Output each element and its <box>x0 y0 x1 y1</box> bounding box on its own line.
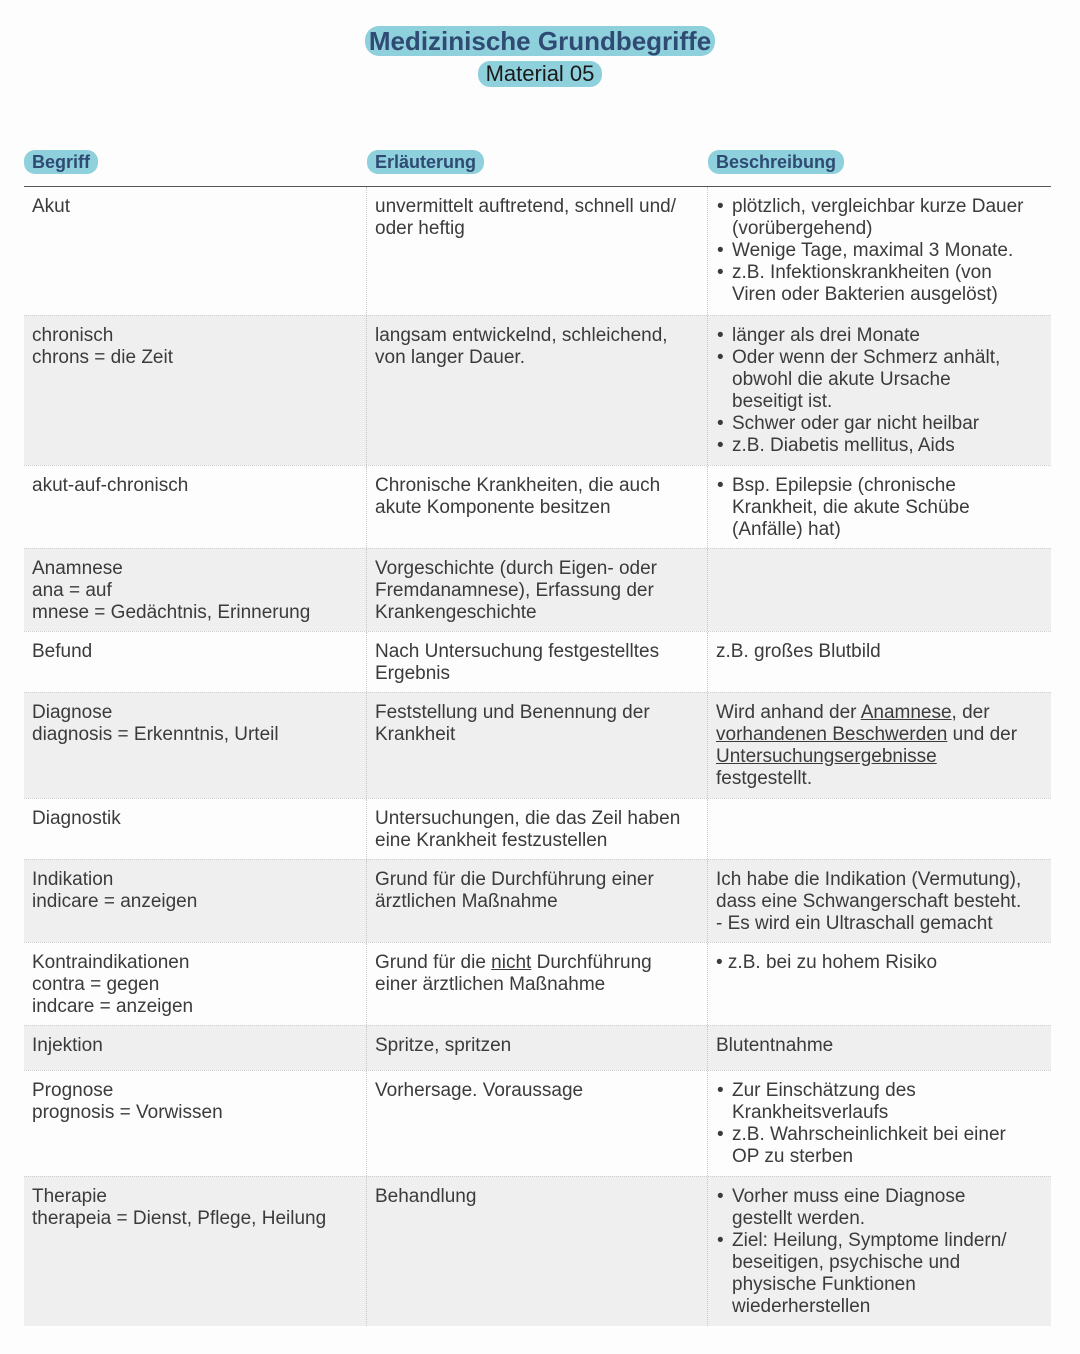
text-fragment: Wird anhand der <box>716 702 861 723</box>
table-row <box>24 798 1051 859</box>
list-item <box>716 1186 1043 1230</box>
table-row <box>24 465 1051 548</box>
table-row <box>24 187 1051 315</box>
text-line <box>716 746 1043 768</box>
bullet-list <box>716 475 1043 541</box>
table-row <box>24 942 1051 1025</box>
table-header <box>24 146 1051 187</box>
text-line: (vorübergehend) <box>732 218 873 239</box>
cell-beschreibung <box>708 693 1051 798</box>
text-line: • z.B. bei zu hohem Risiko <box>716 952 938 973</box>
cell-begriff <box>24 799 367 859</box>
text-line: Diagnostik <box>32 808 121 829</box>
text-line: • plötzlich, vergleichbar kurze Dauer <box>732 196 1024 217</box>
text-line: akut-auf-chronisch <box>32 475 189 496</box>
bullet-list <box>716 325 1043 457</box>
bullet-list <box>716 1186 1043 1318</box>
text-line: (Anfälle) hat) <box>732 519 841 540</box>
list-item <box>716 475 1043 541</box>
table-row <box>24 548 1051 631</box>
text-line: Untersuchungen, die das Zeil haben <box>375 808 681 829</box>
text-line: Chronische Krankheiten, die auch <box>375 475 661 496</box>
text-line: einer ärztlichen Maßnahme <box>375 974 606 995</box>
text-line: • Ziel: Heilung, Symptome lindern/ <box>732 1230 1007 1251</box>
cell-beschreibung <box>708 1177 1051 1326</box>
cell-begriff <box>24 549 367 631</box>
text-line: Prognose <box>32 1080 114 1101</box>
cell-begriff <box>24 860 367 942</box>
text-line: Vorhersage. Voraussage <box>375 1080 584 1101</box>
underlined-term: nicht <box>491 952 532 973</box>
cell-beschreibung <box>708 316 1051 465</box>
cell-erlaeuterung <box>367 316 708 465</box>
text-line: prognosis = Vorwissen <box>32 1102 223 1123</box>
text-line: • länger als drei Monate <box>732 325 920 346</box>
table-row <box>24 315 1051 465</box>
text-line: gestellt werden. <box>732 1208 866 1229</box>
list-item <box>716 435 1043 457</box>
table-row <box>24 859 1051 942</box>
cell-erlaeuterung <box>367 632 708 692</box>
text-line: contra = gegen <box>32 974 160 995</box>
list-item <box>716 413 1043 435</box>
list-item <box>716 1124 1043 1168</box>
text-line: • z.B. Infektionskrankheiten (von <box>732 262 992 283</box>
underlined-term: Anamnese <box>860 702 952 723</box>
cell-erlaeuterung <box>367 860 708 942</box>
table-row <box>24 692 1051 798</box>
text-line: Ergebnis <box>375 663 450 684</box>
underlined-term: vorhandenen Beschwerden <box>716 724 948 745</box>
text-line: Krankheit, die akute Schübe <box>732 497 970 518</box>
text-line: • z.B. Diabetis mellitus, Aids <box>732 435 955 456</box>
text-line: Fremdanamnese), Erfassung der <box>375 580 654 601</box>
text-line: mnese = Gedächtnis, Erinnerung <box>32 602 311 623</box>
cell-begriff <box>24 466 367 548</box>
text-line: dass eine Schwangerschaft besteht. <box>716 891 1022 912</box>
text-line: akute Komponente besitzen <box>375 497 611 518</box>
cell-beschreibung <box>708 1026 1051 1070</box>
text-line: oder heftig <box>375 218 465 239</box>
list-item <box>716 240 1043 262</box>
text-line: • Wenige Tage, maximal 3 Monate. <box>732 240 1014 261</box>
text-line: beseitigen, psychische und <box>732 1252 961 1273</box>
table-row <box>24 1176 1051 1326</box>
text-line: • z.B. Wahrscheinlichkeit bei einer <box>732 1124 1006 1145</box>
list-item <box>716 325 1043 347</box>
text-line: Kontraindikationen <box>32 952 190 973</box>
cell-beschreibung <box>708 943 1051 1025</box>
text-line: Vorgeschichte (durch Eigen- oder <box>375 558 657 579</box>
table-row <box>24 631 1051 692</box>
text-line: • Oder wenn der Schmerz anhält, <box>732 347 1001 368</box>
cell-beschreibung <box>708 187 1051 315</box>
text-line: diagnosis = Erkenntnis, Urteil <box>32 724 279 745</box>
header-beschreibung <box>708 146 1051 186</box>
bullet-list <box>716 196 1043 306</box>
cell-begriff <box>24 693 367 798</box>
cell-begriff <box>24 1026 367 1070</box>
text-line: • Bsp. Epilepsie (chronische <box>732 475 956 496</box>
text-line: langsam entwickelnd, schleichend, <box>375 325 668 346</box>
subtitle-wrap <box>0 61 1080 87</box>
cell-erlaeuterung <box>367 187 708 315</box>
text-line: Diagnose <box>32 702 113 723</box>
list-item <box>716 1080 1043 1124</box>
text-line: eine Krankheit festzustellen <box>375 830 608 851</box>
text-line: Anamnese <box>32 558 123 579</box>
header-label: Erläuterung <box>367 150 484 174</box>
text-line: Nach Untersuchung festgestelltes <box>375 641 660 662</box>
table-row <box>24 1070 1051 1176</box>
text-line: • Schwer oder gar nicht heilbar <box>732 413 980 434</box>
cell-erlaeuterung <box>367 466 708 548</box>
text-line: physische Funktionen <box>732 1274 916 1295</box>
text-line: • Zur Einschätzung des <box>732 1080 916 1101</box>
cell-begriff <box>24 1071 367 1176</box>
text-fragment: Grund für die <box>375 952 492 973</box>
text-line <box>375 952 699 974</box>
title-wrap <box>0 26 1080 56</box>
cell-begriff <box>24 632 367 692</box>
text-line: Krankheit <box>375 724 456 745</box>
text-line: Injektion <box>32 1035 103 1056</box>
text-line: Indikation <box>32 869 114 890</box>
header-erlaeuterung <box>367 146 708 186</box>
text-line: indcare = anzeigen <box>32 996 194 1017</box>
text-line: therapeia = Dienst, Pflege, Heilung <box>32 1208 327 1229</box>
text-line: z.B. großes Blutbild <box>716 641 881 662</box>
cell-erlaeuterung <box>367 549 708 631</box>
cell-beschreibung <box>708 799 1051 859</box>
text-line: Ich habe die Indikation (Vermutung), <box>716 869 1022 890</box>
cell-beschreibung <box>708 466 1051 548</box>
text-line: Krankengeschichte <box>375 602 537 623</box>
text-line: Spritze, spritzen <box>375 1035 512 1056</box>
text-line: Krankheitsverlaufs <box>732 1102 889 1123</box>
cell-erlaeuterung <box>367 1026 708 1070</box>
text-line: wiederherstellen <box>732 1296 871 1317</box>
page-subtitle: Material 05 <box>478 61 603 87</box>
list-item <box>716 262 1043 306</box>
text-line: festgestellt. <box>716 768 813 789</box>
text-line: obwohl die akute Ursache <box>732 369 951 390</box>
cell-beschreibung <box>708 632 1051 692</box>
text-line: indicare = anzeigen <box>32 891 198 912</box>
cell-erlaeuterung <box>367 1177 708 1326</box>
cell-beschreibung <box>708 860 1051 942</box>
cell-beschreibung <box>708 549 1051 631</box>
cell-begriff <box>24 316 367 465</box>
text-line <box>716 702 1043 724</box>
text-line: Behandlung <box>375 1186 477 1207</box>
cell-erlaeuterung <box>367 693 708 798</box>
cell-begriff <box>24 1177 367 1326</box>
header-label: Beschreibung <box>708 150 844 174</box>
text-line: Blutentnahme <box>716 1035 834 1056</box>
cell-begriff <box>24 943 367 1025</box>
text-line: Grund für die Durchführung einer <box>375 869 654 890</box>
text-line: Therapie <box>32 1186 107 1207</box>
cell-erlaeuterung <box>367 943 708 1025</box>
text-line: Befund <box>32 641 93 662</box>
bullet-list <box>716 1080 1043 1168</box>
text-line: • Vorher muss eine Diagnose <box>732 1186 966 1207</box>
text-line: Feststellung und Benennung der <box>375 702 650 723</box>
text-line: - Es wird ein Ultraschall gemacht <box>716 913 993 934</box>
text-fragment: Durchführung <box>531 952 652 973</box>
text-line: unvermittelt auftretend, schnell und/ <box>375 196 677 217</box>
text-line: ana = auf <box>32 580 112 601</box>
cell-erlaeuterung <box>367 799 708 859</box>
text-line: OP zu sterben <box>732 1146 854 1167</box>
cell-erlaeuterung <box>367 1071 708 1176</box>
text-fragment: , der <box>951 702 990 723</box>
header-label: Begriff <box>24 150 98 174</box>
text-line: beseitigt ist. <box>732 391 833 412</box>
cell-begriff <box>24 187 367 315</box>
header-begriff <box>24 146 367 186</box>
text-line: Viren oder Bakterien ausgelöst) <box>732 284 998 305</box>
list-item <box>716 347 1043 413</box>
text-line: chronisch <box>32 325 114 346</box>
list-item <box>716 1230 1043 1318</box>
underlined-term: Untersuchungsergebnisse <box>716 746 937 767</box>
text-fragment: und der <box>947 724 1018 745</box>
terms-table <box>24 146 1051 1326</box>
text-line <box>716 724 1043 746</box>
page-title: Medizinische Grundbegriffe <box>365 26 715 56</box>
table-row <box>24 1025 1051 1070</box>
text-line: ärztlichen Maßnahme <box>375 891 558 912</box>
text-line: Akut <box>32 196 71 217</box>
text-line: von langer Dauer. <box>375 347 525 368</box>
text-line: chrons = die Zeit <box>32 347 173 368</box>
list-item <box>716 196 1043 240</box>
cell-beschreibung <box>708 1071 1051 1176</box>
